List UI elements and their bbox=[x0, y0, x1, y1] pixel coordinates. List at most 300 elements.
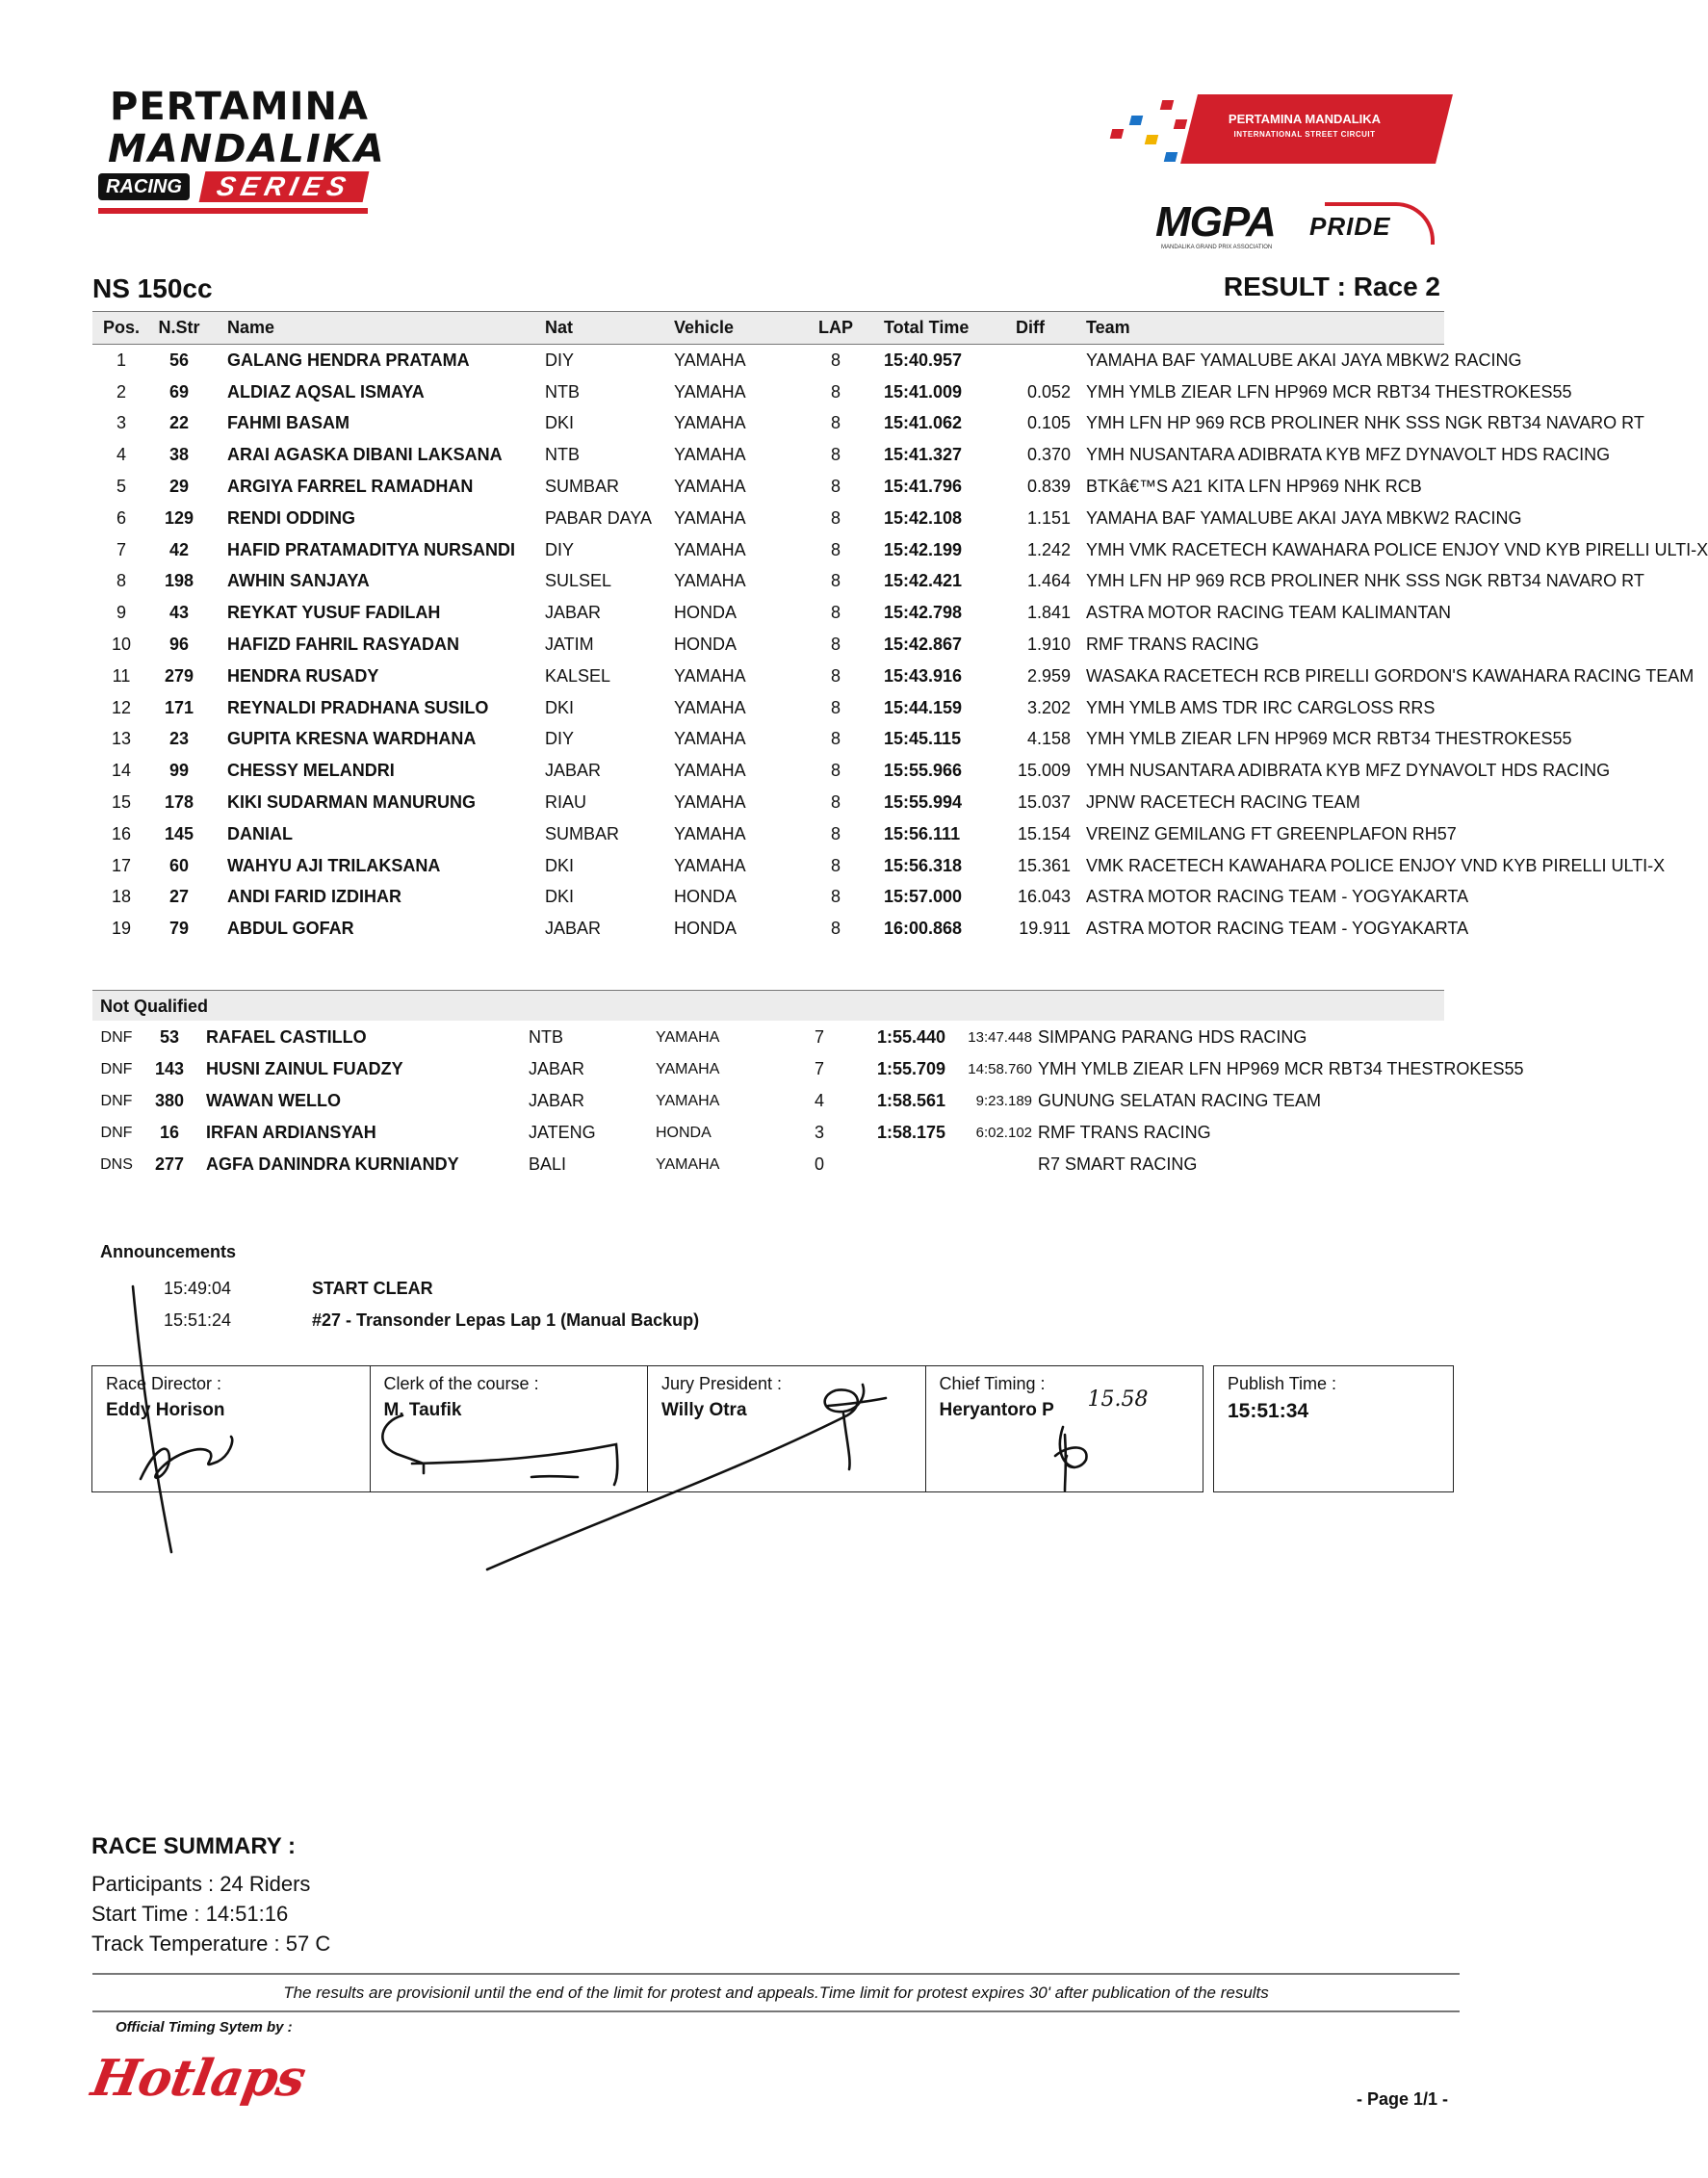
publish-time-value: 15:51:34 bbox=[1228, 1400, 1309, 1422]
best-time-cell: 1:55.440 bbox=[876, 1027, 945, 1047]
col-nat-header: Nat bbox=[537, 312, 662, 345]
result-row bbox=[92, 376, 1444, 408]
nationality-cell: JABAR bbox=[545, 919, 602, 939]
total-time-cell: 15:57.000 bbox=[884, 887, 963, 907]
race-summary-title: RACE SUMMARY : bbox=[91, 1833, 297, 1859]
result-row bbox=[92, 850, 1444, 882]
lap-cell: 8 bbox=[830, 477, 841, 497]
vehicle-cell: YAMAHA bbox=[656, 1028, 720, 1046]
start-number-cell: 56 bbox=[168, 350, 190, 370]
start-number-cell: 279 bbox=[164, 665, 194, 686]
result-row bbox=[92, 566, 1444, 598]
team-cell: WASAKA RACETECH RCB PIRELLI GORDON'S KAWAHARA RACING TEAM bbox=[1086, 665, 1695, 686]
rider-name-cell: REYKAT YUSUF FADILAH bbox=[227, 603, 441, 623]
announcement-time: 15:51:24 bbox=[164, 1310, 232, 1330]
diff-cell: 16.043 bbox=[1017, 887, 1071, 907]
diff-cell: 13:47.448 bbox=[968, 1029, 1032, 1046]
signature-box-jury-president bbox=[648, 1366, 926, 1491]
vehicle-cell: YAMAHA bbox=[674, 507, 746, 528]
best-time-cell bbox=[863, 1149, 945, 1180]
rider-name-cell: IRFAN ARDIANSYAH bbox=[206, 1123, 376, 1142]
signature-name: Eddy Horison bbox=[106, 1400, 225, 1420]
total-time-cell: 16:00.868 bbox=[884, 919, 963, 939]
vehicle-cell: YAMAHA bbox=[674, 445, 746, 465]
vehicle-cell: YAMAHA bbox=[674, 539, 746, 559]
team-cell: ASTRA MOTOR RACING TEAM KALIMANTAN bbox=[1086, 603, 1452, 623]
vehicle-cell: HONDA bbox=[674, 887, 738, 907]
lap-cell: 8 bbox=[830, 697, 841, 717]
nationality-cell: SUMBAR bbox=[545, 823, 620, 843]
start-number-cell: 23 bbox=[168, 729, 190, 749]
diff-cell: 15.361 bbox=[1017, 855, 1071, 875]
team-cell: YMH NUSANTARA ADIBRATA KYB MFZ DYNAVOLT HDS RACING bbox=[1086, 445, 1611, 465]
team-cell: ASTRA MOTOR RACING TEAM - YOGYAKARTA bbox=[1086, 887, 1469, 907]
vehicle-cell: YAMAHA bbox=[656, 1155, 720, 1173]
diff-cell: 1.841 bbox=[1026, 603, 1071, 623]
rider-name-cell: AWHIN SANJAYA bbox=[227, 571, 370, 591]
vehicle-cell: YAMAHA bbox=[656, 1060, 720, 1077]
lap-cell: 8 bbox=[830, 350, 841, 370]
position-cell: 15 bbox=[111, 792, 132, 813]
pertamina-mandalika-racing-series-logo bbox=[96, 85, 385, 220]
position-cell: 3 bbox=[116, 413, 126, 433]
results-body bbox=[92, 345, 1708, 946]
nationality-cell: JABAR bbox=[529, 1091, 585, 1110]
start-number-cell: 69 bbox=[168, 381, 190, 402]
rider-name-cell: WAWAN WELLO bbox=[206, 1091, 341, 1110]
team-cell: JPNW RACETECH RACING TEAM bbox=[1086, 792, 1360, 813]
result-row bbox=[92, 755, 1444, 787]
result-row bbox=[92, 724, 1444, 756]
handwritten-time-note: 15.58 bbox=[1087, 1387, 1149, 1412]
rider-name-cell: HAFID PRATAMADITYA NURSANDI bbox=[227, 539, 515, 559]
total-time-cell: 15:55.994 bbox=[884, 792, 963, 813]
result-row bbox=[92, 692, 1444, 724]
diff-cell: 1.151 bbox=[1026, 507, 1071, 528]
position-cell: 11 bbox=[112, 665, 131, 686]
start-number-cell: 198 bbox=[164, 571, 194, 591]
announcement-text: START CLEAR bbox=[312, 1279, 433, 1298]
result-row bbox=[92, 503, 1444, 534]
diff-cell: 15.009 bbox=[1017, 761, 1071, 781]
checker-flag-icon bbox=[1164, 152, 1177, 162]
rider-name-cell: RAFAEL CASTILLO bbox=[206, 1027, 367, 1047]
diff-cell: 15.154 bbox=[1017, 823, 1071, 843]
logo-line-1: PERTAMINA bbox=[110, 85, 369, 129]
total-time-cell: 15:41.062 bbox=[884, 413, 963, 433]
nationality-cell: KALSEL bbox=[545, 665, 611, 686]
diff-cell: 0.370 bbox=[1026, 445, 1071, 465]
col-nstr-header: N.Str bbox=[150, 312, 208, 345]
team-cell: YMH YMLB AMS TDR IRC CARGLOSS RRS bbox=[1086, 697, 1436, 717]
total-time-cell: 15:41.009 bbox=[884, 381, 963, 402]
position-cell: 12 bbox=[111, 697, 132, 717]
nationality-cell: DKI bbox=[545, 855, 575, 875]
total-time-cell: 15:44.159 bbox=[884, 697, 963, 717]
start-number-cell: 27 bbox=[168, 887, 190, 907]
team-cell: YAMAHA BAF YAMALUBE AKAI JAYA MBKW2 RACING bbox=[1086, 507, 1522, 528]
nationality-cell: NTB bbox=[545, 445, 580, 465]
circuit-and-sponsor-logos bbox=[1098, 91, 1454, 254]
nationality-cell: JATENG bbox=[529, 1123, 596, 1142]
rider-name-cell: KIKI SUDARMAN MANURUNG bbox=[227, 792, 476, 813]
team-cell: R7 SMART RACING bbox=[1038, 1154, 1198, 1174]
rider-name-cell: ABDUL GOFAR bbox=[227, 919, 354, 939]
lap-cell: 8 bbox=[830, 507, 841, 528]
col-vehicle-header: Vehicle bbox=[662, 312, 799, 345]
result-row bbox=[92, 471, 1444, 503]
rider-name-cell: AGFA DANINDRA KURNIANDY bbox=[206, 1154, 459, 1174]
signature-name: M. Taufik bbox=[383, 1400, 462, 1420]
team-cell: YMH YMLB ZIEAR LFN HP969 MCR RBT34 THESTROKES55 bbox=[1038, 1059, 1524, 1078]
team-cell: RMF TRANS RACING bbox=[1038, 1123, 1211, 1142]
status-cell: DNF bbox=[100, 1060, 133, 1077]
signature-label: Chief Timing : bbox=[939, 1374, 1046, 1393]
signature-boxes bbox=[91, 1365, 1203, 1492]
circuit-logo-text bbox=[1194, 112, 1415, 143]
diff-cell bbox=[945, 1149, 1032, 1180]
lap-cell: 8 bbox=[830, 855, 841, 875]
vehicle-cell: HONDA bbox=[674, 635, 738, 655]
team-cell: BTKâ€™S A21 KITA LFN HP969 NHK RCB bbox=[1086, 477, 1422, 497]
position-cell: 18 bbox=[111, 887, 132, 907]
total-time-cell: 15:43.916 bbox=[884, 665, 963, 686]
nationality-cell: JABAR bbox=[529, 1059, 585, 1078]
signature-name: Willy Otra bbox=[661, 1400, 747, 1420]
circuit-subtitle: INTERNATIONAL STREET CIRCUIT bbox=[1233, 130, 1376, 139]
diff-cell: 9:23.189 bbox=[975, 1093, 1032, 1109]
nationality-cell: DKI bbox=[545, 887, 575, 907]
lap-cell: 7 bbox=[814, 1059, 824, 1078]
not-qualified-row bbox=[92, 1085, 1444, 1117]
vehicle-cell: YAMAHA bbox=[674, 571, 746, 591]
team-cell: RMF TRANS RACING bbox=[1086, 635, 1259, 655]
diff-cell: 0.839 bbox=[1026, 477, 1071, 497]
announcement-time: 15:49:04 bbox=[164, 1279, 232, 1298]
team-cell: SIMPANG PARANG HDS RACING bbox=[1038, 1027, 1307, 1047]
start-number-cell: 178 bbox=[164, 792, 194, 813]
nationality-cell: BALI bbox=[529, 1154, 567, 1174]
nationality-cell: SUMBAR bbox=[545, 477, 620, 497]
position-cell: 9 bbox=[116, 603, 126, 623]
vehicle-cell: YAMAHA bbox=[674, 792, 746, 813]
status-cell: DNF bbox=[100, 1124, 133, 1141]
vehicle-cell: YAMAHA bbox=[674, 381, 746, 402]
hotlaps-logo: Hotlaps bbox=[87, 2049, 310, 2108]
diff-cell: 0.052 bbox=[1026, 381, 1071, 402]
nationality-cell: NTB bbox=[545, 381, 580, 402]
rider-name-cell: GUPITA KRESNA WARDHANA bbox=[227, 729, 477, 749]
not-qualified-row bbox=[92, 1149, 1444, 1180]
vehicle-cell: YAMAHA bbox=[674, 477, 746, 497]
nationality-cell: DIY bbox=[545, 729, 575, 749]
total-time-cell: 15:42.199 bbox=[884, 539, 963, 559]
rider-name-cell: REYNALDI PRADHANA SUSILO bbox=[227, 697, 489, 717]
start-number-cell: 143 bbox=[154, 1059, 185, 1078]
nationality-cell: JATIM bbox=[545, 635, 594, 655]
nationality-cell: RIAU bbox=[545, 792, 587, 813]
best-time-cell: 1:58.561 bbox=[876, 1091, 945, 1110]
start-number-cell: 38 bbox=[168, 445, 190, 465]
diff-cell: 15.037 bbox=[1017, 792, 1071, 813]
vehicle-cell: HONDA bbox=[674, 919, 738, 939]
vehicle-cell: YAMAHA bbox=[674, 697, 746, 717]
best-time-cell: 1:55.709 bbox=[876, 1059, 945, 1078]
rider-name-cell: FAHMI BASAM bbox=[227, 413, 349, 433]
diff-cell: 3.202 bbox=[1026, 697, 1071, 717]
lap-cell: 8 bbox=[830, 919, 841, 939]
vehicle-cell: YAMAHA bbox=[674, 823, 746, 843]
rider-name-cell: ALDIAZ AQSAL ISMAYA bbox=[227, 381, 425, 402]
signature-name: Heryantoro P bbox=[939, 1400, 1054, 1420]
total-time-cell: 15:42.108 bbox=[884, 507, 963, 528]
vehicle-cell: YAMAHA bbox=[674, 665, 746, 686]
total-time-cell: 15:42.798 bbox=[884, 603, 963, 623]
diff-cell: 1.910 bbox=[1026, 635, 1071, 655]
result-row bbox=[92, 629, 1444, 661]
total-time-cell: 15:55.966 bbox=[884, 761, 963, 781]
result-row bbox=[92, 534, 1444, 566]
vehicle-cell: YAMAHA bbox=[674, 855, 746, 875]
position-cell: 13 bbox=[111, 729, 132, 749]
rider-name-cell: RENDI ODDING bbox=[227, 507, 356, 528]
nationality-cell: DIY bbox=[545, 350, 575, 370]
start-number-cell: 171 bbox=[164, 697, 194, 717]
rider-name-cell: ARAI AGASKA DIBANI LAKSANA bbox=[227, 445, 503, 465]
start-number-cell: 16 bbox=[159, 1123, 180, 1142]
nationality-cell: JABAR bbox=[545, 603, 602, 623]
col-lap-header: LAP bbox=[799, 312, 872, 345]
signature-box-race-director bbox=[92, 1366, 371, 1491]
team-cell: ASTRA MOTOR RACING TEAM - YOGYAKARTA bbox=[1086, 919, 1469, 939]
start-number-cell: 43 bbox=[168, 603, 190, 623]
status-cell: DNS bbox=[100, 1155, 133, 1173]
checker-flag-icon bbox=[1160, 100, 1174, 110]
signature-label: Jury President : bbox=[661, 1374, 783, 1393]
start-number-cell: 277 bbox=[154, 1154, 185, 1174]
nationality-cell: NTB bbox=[529, 1027, 563, 1047]
result-row bbox=[92, 787, 1444, 818]
diff-cell: 1.242 bbox=[1026, 539, 1071, 559]
lap-cell: 8 bbox=[830, 729, 841, 749]
rider-name-cell: DANIAL bbox=[227, 823, 293, 843]
position-cell: 14 bbox=[111, 761, 132, 781]
vehicle-cell: HONDA bbox=[674, 603, 738, 623]
vehicle-cell: YAMAHA bbox=[674, 350, 746, 370]
result-row bbox=[92, 818, 1444, 850]
position-cell: 7 bbox=[116, 539, 126, 559]
lap-cell: 8 bbox=[830, 539, 841, 559]
start-number-cell: 380 bbox=[154, 1091, 185, 1110]
position-cell: 1 bbox=[116, 350, 126, 370]
nationality-cell: SULSEL bbox=[545, 571, 612, 591]
lap-cell: 4 bbox=[814, 1091, 824, 1110]
pride-logo: PRIDE bbox=[1309, 212, 1391, 241]
not-qualified-body bbox=[92, 1022, 1524, 1180]
not-qualified-row bbox=[92, 1053, 1444, 1085]
logo-racing-tag: RACING bbox=[98, 173, 190, 200]
lap-cell: 3 bbox=[814, 1123, 824, 1142]
rider-name-cell: ANDI FARID IZDIHAR bbox=[227, 887, 401, 907]
lap-cell: 8 bbox=[830, 792, 841, 813]
vehicle-cell: HONDA bbox=[656, 1124, 712, 1141]
total-time-cell: 15:41.327 bbox=[884, 445, 963, 465]
col-team-header: Team bbox=[1078, 312, 1444, 345]
result-row bbox=[92, 882, 1444, 914]
col-name-header: Name bbox=[208, 312, 537, 345]
summary-participants: Participants : 24 Riders bbox=[91, 1872, 311, 1896]
rider-name-cell: ARGIYA FARREL RAMADHAN bbox=[227, 477, 474, 497]
announcements-title: Announcements bbox=[100, 1242, 237, 1261]
checker-flag-icon bbox=[1129, 116, 1143, 125]
lap-cell: 8 bbox=[830, 445, 841, 465]
position-cell: 19 bbox=[111, 919, 132, 939]
page-number: - Page 1/1 - bbox=[1356, 2089, 1448, 2109]
start-number-cell: 22 bbox=[168, 413, 190, 433]
position-cell: 17 bbox=[111, 855, 132, 875]
rider-name-cell: HUSNI ZAINUL FUADZY bbox=[206, 1059, 403, 1078]
checker-flag-icon bbox=[1110, 129, 1124, 139]
total-time-cell: 15:42.867 bbox=[884, 635, 963, 655]
checker-flag-icon bbox=[1174, 119, 1187, 129]
signature-box-clerk-of-course bbox=[371, 1366, 649, 1491]
position-cell: 16 bbox=[111, 823, 132, 843]
lap-cell: 8 bbox=[830, 635, 841, 655]
result-row bbox=[92, 597, 1444, 629]
logo-underline bbox=[98, 208, 368, 214]
mgpa-logo: MGPA bbox=[1155, 198, 1276, 246]
class-title: NS 150cc bbox=[92, 273, 213, 303]
start-number-cell: 96 bbox=[168, 635, 190, 655]
nationality-cell: DIY bbox=[545, 539, 575, 559]
team-cell: GUNUNG SELATAN RACING TEAM bbox=[1038, 1091, 1322, 1110]
lap-cell: 8 bbox=[830, 413, 841, 433]
team-cell: YMH LFN HP 969 RCB PROLINER NHK SSS NGK RBT34 NAVARO RT bbox=[1086, 413, 1644, 433]
logo-series-tag: SERIES bbox=[199, 171, 370, 202]
result-row bbox=[92, 345, 1444, 376]
rider-name-cell: HENDRA RUSADY bbox=[227, 665, 379, 686]
position-cell: 4 bbox=[116, 445, 126, 465]
team-cell: YAMAHA BAF YAMALUBE AKAI JAYA MBKW2 RACING bbox=[1086, 350, 1522, 370]
total-time-cell: 15:45.115 bbox=[884, 729, 962, 749]
signature-label: Race Director : bbox=[106, 1374, 222, 1393]
results-header-row bbox=[92, 312, 1444, 345]
total-time-cell: 15:56.318 bbox=[884, 855, 963, 875]
position-cell: 5 bbox=[116, 477, 126, 497]
checker-flag-icon bbox=[1145, 135, 1158, 144]
not-qualified-row bbox=[92, 1117, 1444, 1149]
not-qualified-header: Not Qualified bbox=[92, 990, 1444, 1021]
diff-cell: 2.959 bbox=[1026, 665, 1071, 686]
diff-cell: 14:58.760 bbox=[968, 1061, 1032, 1077]
start-number-cell: 129 bbox=[164, 507, 194, 528]
position-cell: 6 bbox=[116, 507, 126, 528]
lap-cell: 8 bbox=[830, 571, 841, 591]
rider-name-cell: CHESSY MELANDRI bbox=[227, 761, 395, 781]
timing-system-label: Official Timing Sytem by : bbox=[116, 2019, 293, 2035]
not-qualified-table bbox=[92, 1022, 1524, 1180]
publish-time-label: Publish Time : bbox=[1228, 1374, 1337, 1393]
lap-cell: 8 bbox=[830, 381, 841, 402]
lap-cell: 7 bbox=[814, 1027, 824, 1047]
col-total-time-header: Total Time bbox=[872, 312, 990, 345]
nationality-cell: DKI bbox=[545, 413, 575, 433]
team-cell: VMK RACETECH KAWAHARA POLICE ENJOY VND KYB PIRELLI ULTI-X bbox=[1086, 855, 1666, 875]
start-number-cell: 99 bbox=[168, 761, 190, 781]
team-cell: YMH YMLB ZIEAR LFN HP969 MCR RBT34 THESTROKES55 bbox=[1086, 729, 1572, 749]
rider-name-cell: GALANG HENDRA PRATAMA bbox=[227, 350, 470, 370]
total-time-cell: 15:56.111 bbox=[884, 823, 961, 843]
nationality-cell: JABAR bbox=[545, 761, 602, 781]
col-diff-header: Diff bbox=[990, 312, 1078, 345]
total-time-cell: 15:42.421 bbox=[884, 571, 963, 591]
lap-cell: 8 bbox=[830, 603, 841, 623]
diff-cell: 0.105 bbox=[1026, 413, 1071, 433]
diff-cell: 1.464 bbox=[1026, 571, 1071, 591]
team-cell: YMH YMLB ZIEAR LFN HP969 MCR RBT34 THESTROKES55 bbox=[1086, 381, 1572, 402]
lap-cell: 8 bbox=[830, 887, 841, 907]
circuit-name: PERTAMINA MANDALIKA bbox=[1228, 112, 1382, 126]
results-table bbox=[92, 311, 1708, 945]
diff-cell: 4.158 bbox=[1026, 729, 1071, 749]
col-pos-header: Pos. bbox=[92, 312, 150, 345]
team-cell: YMH NUSANTARA ADIBRATA KYB MFZ DYNAVOLT HDS RACING bbox=[1086, 761, 1611, 781]
team-cell: YMH LFN HP 969 RCB PROLINER NHK SSS NGK RBT34 NAVARO RT bbox=[1086, 571, 1644, 591]
total-time-cell: 15:40.957 bbox=[884, 350, 963, 370]
diff-cell: 6:02.102 bbox=[975, 1125, 1032, 1141]
summary-start-time: Start Time : 14:51:16 bbox=[91, 1902, 289, 1926]
team-cell: YMH VMK RACETECH KAWAHARA POLICE ENJOY VND KYB PIRELLI ULTI-X bbox=[1086, 539, 1708, 559]
vehicle-cell: YAMAHA bbox=[674, 413, 746, 433]
protest-disclaimer: The results are provisionil until the end of the limit for protest and appeals.Time limit for protest expires 30' after publication of the results bbox=[283, 1984, 1269, 2002]
result-row bbox=[92, 408, 1444, 440]
publish-time-box bbox=[1213, 1365, 1454, 1492]
vehicle-cell: YAMAHA bbox=[656, 1092, 720, 1109]
diff-cell bbox=[990, 345, 1078, 376]
result-row bbox=[92, 661, 1444, 692]
start-number-cell: 79 bbox=[168, 919, 190, 939]
summary-track-temperature: Track Temperature : 57 C bbox=[91, 1932, 331, 1956]
lap-cell: 0 bbox=[814, 1154, 824, 1174]
start-number-cell: 29 bbox=[168, 477, 190, 497]
start-number-cell: 42 bbox=[168, 539, 190, 559]
best-time-cell: 1:58.175 bbox=[876, 1123, 945, 1142]
position-cell: 8 bbox=[116, 571, 126, 591]
start-number-cell: 60 bbox=[168, 855, 190, 875]
mgpa-logo-subtitle: MANDALIKA GRAND PRIX ASSOCIATION bbox=[1161, 245, 1273, 250]
result-row bbox=[92, 439, 1444, 471]
footer-divider bbox=[92, 2010, 1460, 2012]
position-cell: 10 bbox=[111, 635, 132, 655]
footer-divider bbox=[92, 1973, 1460, 1975]
nationality-cell: DKI bbox=[545, 697, 575, 717]
result-title: RESULT : Race 2 bbox=[1223, 272, 1440, 301]
signature-box-chief-timing bbox=[926, 1366, 1203, 1491]
position-cell: 2 bbox=[116, 381, 126, 402]
start-number-cell: 145 bbox=[164, 823, 194, 843]
status-cell: DNF bbox=[100, 1028, 133, 1046]
lap-cell: 8 bbox=[830, 823, 841, 843]
lap-cell: 8 bbox=[830, 761, 841, 781]
vehicle-cell: YAMAHA bbox=[674, 761, 746, 781]
status-cell: DNF bbox=[100, 1092, 133, 1109]
result-row bbox=[92, 913, 1444, 945]
logo-line-2: MANDALIKA bbox=[108, 127, 386, 171]
rider-name-cell: HAFIZD FAHRIL RASYADAN bbox=[227, 635, 460, 655]
signature-label: Clerk of the course : bbox=[383, 1374, 539, 1393]
not-qualified-row bbox=[92, 1022, 1444, 1053]
nationality-cell: PABAR DAYA bbox=[545, 507, 653, 528]
